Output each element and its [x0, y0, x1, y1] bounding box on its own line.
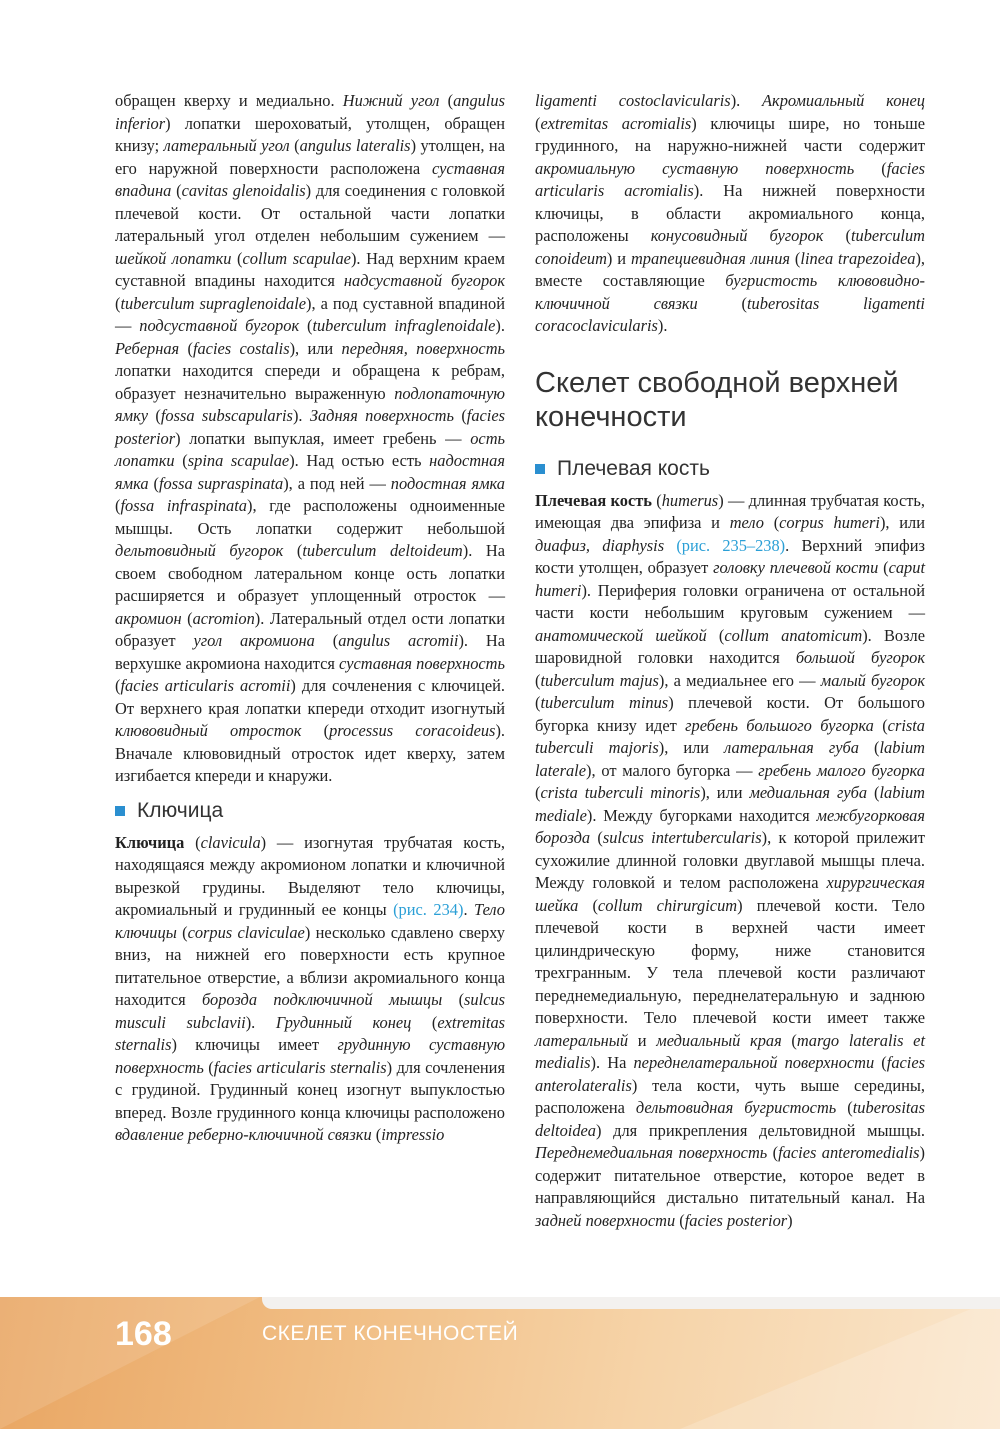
text-run: ).: [657, 316, 668, 335]
term-italic: вдавление реберно-ключичной связки: [115, 1125, 372, 1144]
term-italic: spina scapulae: [187, 451, 290, 470]
term-italic: facies posterior: [684, 1210, 788, 1230]
bullet-square-icon: [115, 806, 125, 816]
text-run: (: [854, 158, 887, 178]
text-run: ). Возле шаровидной головки находится: [535, 625, 926, 667]
term-italic: акромиальную суставную поверхность: [535, 158, 855, 178]
text-run: (: [371, 1125, 382, 1144]
term-italic: tuberculum minus: [540, 693, 669, 712]
text-run: ). Между бугорками находится: [586, 805, 817, 825]
term-italic: Нижний угол: [342, 91, 440, 110]
text-run: (: [289, 136, 300, 155]
text-run: (: [115, 293, 121, 313]
term-italic: corpus claviculae: [187, 922, 305, 942]
text-run: (: [874, 1053, 887, 1072]
text-run: (: [453, 406, 467, 425]
text-run: (: [148, 406, 161, 425]
text-run: (: [873, 715, 888, 735]
term-italic: collum anatomicum: [724, 625, 863, 645]
term-italic: гребень малого бугорка: [758, 760, 925, 780]
term-italic: tuberculum infraglenoidale: [312, 316, 496, 335]
term-italic: медиальная губа: [749, 783, 868, 802]
term-italic: facies articularis sternalis: [213, 1057, 387, 1077]
text-run: и: [628, 1030, 657, 1050]
text-run: (: [706, 625, 725, 645]
text-run: ), а медиальнее его —: [658, 670, 821, 690]
term-italic: collum scapulae: [242, 248, 351, 268]
term-italic: tuberculum majus: [540, 670, 659, 690]
term-italic: латеральная губа: [724, 738, 859, 757]
scapula-paragraph: [115, 90, 505, 788]
text-run: ). Над верхним краем суставной впадины находится: [115, 248, 505, 290]
term-italic: Грудинный конец: [275, 1012, 412, 1032]
term-italic: angulus lateralis: [299, 136, 411, 155]
footer-decoration: [680, 1297, 1000, 1429]
term-italic: подостная ямка: [390, 473, 505, 493]
text-run: (: [535, 693, 541, 712]
term-italic: дельтовидная бугристость: [635, 1098, 837, 1117]
term-italic: angulus acromii: [338, 631, 459, 650]
text-run: (: [535, 783, 541, 802]
text-run: (: [411, 1012, 438, 1032]
term-bold: Ключица: [115, 832, 185, 852]
bullet-square-icon: [535, 464, 545, 474]
text-run: ).: [245, 1012, 276, 1032]
text-run: ) несколько сдавлено сверху вниз, на нижней его поверхности есть крупное питательное отверстие, а вблизи акромиального конца находится: [115, 922, 505, 1009]
text-run: ). На нижней поверхности ключицы, в области акромиального конца, расположены: [535, 181, 925, 245]
text-run: (: [763, 513, 780, 532]
text-run: . Верхний эпифиз кости утолщен, образует: [535, 535, 925, 577]
term-italic: Акромиальный конец: [762, 91, 925, 110]
term-italic: переднелатеральной поверхности: [633, 1053, 875, 1072]
text-run: ) лопатки выпуклая, имеет гребень —: [175, 428, 471, 448]
text-run: (: [176, 922, 188, 942]
text-run: (: [181, 608, 193, 628]
text-run: (: [697, 293, 747, 313]
text-run: ). Периферия головки ограничена от остальной части кости небольшим круговым сужением —: [535, 580, 925, 622]
text-run: ) содержит питательное отверстие, которое ведет в направляющийся дистально питательный канал. На: [535, 1143, 925, 1207]
text-run: ) и: [606, 248, 631, 268]
running-title: СКЕЛЕТ КОНЕЧНОСТЕЙ: [262, 1322, 519, 1345]
humerus-subheading: [535, 456, 925, 482]
term-italic: facies articularis acromialis: [535, 158, 925, 200]
term-italic: угол акромиона: [193, 631, 315, 650]
text-run: (: [171, 181, 182, 200]
term-italic: facies articularis acromii: [120, 676, 291, 695]
figure-reference: (рис. 234): [393, 900, 464, 919]
term-italic: facies anteromedialis: [778, 1143, 920, 1162]
term-italic: борозда подключичной мышцы: [201, 990, 443, 1009]
term-italic: extremitas sternalis: [115, 1012, 506, 1054]
text-run: (: [535, 113, 541, 133]
text-run: (: [535, 670, 541, 690]
text-run: [664, 536, 676, 555]
text-run: ) ключицы имеет: [171, 1035, 338, 1054]
term-italic: надостная ямка: [115, 451, 505, 493]
text-run: (: [283, 541, 303, 560]
clavicle-paragraph: [115, 832, 505, 1147]
text-run: ) — изогнутая трубчатая кость, находящаяся между акромионом лопатки и ключичной вырезкой грудины. Выделяют тело ключицы, акромиальный и грудинный ее концы: [115, 832, 505, 919]
text-run: (: [115, 676, 121, 695]
text-run: (: [442, 990, 465, 1009]
term-italic: медиальный края: [656, 1030, 782, 1050]
term-italic: sulcus musculi subclavii: [115, 990, 506, 1032]
text-run: ), или: [879, 513, 925, 532]
text-run: (: [651, 490, 662, 510]
term-italic: межбугорковая борозда: [535, 805, 925, 847]
text-run: ). Латеральный отдел ости лопатки образует: [115, 608, 505, 650]
term-italic: fossa supraspinata: [158, 473, 284, 493]
term-italic: Тело ключицы: [115, 900, 505, 942]
footer-strip: [262, 1297, 1000, 1309]
term-italic: конусовидный бугорок: [650, 226, 824, 245]
text-run: ) для сочленения с грудиной. Грудинный конец изогнут выпуклостью вперед. Возле грудинного конца ключицы расположено: [115, 1057, 505, 1122]
text-run: (: [203, 1057, 214, 1077]
term-italic: corpus humeri: [779, 513, 880, 532]
term-italic: надсуставной бугорок: [343, 271, 505, 290]
text-run: (: [590, 828, 603, 847]
term-italic: tuberositas ligamenti coracoclavicularis: [535, 293, 925, 335]
text-run: лопатки находится спереди и обращена к ребрам, образует незначительно выраженную: [115, 361, 505, 403]
clavicle-subheading: [115, 798, 505, 824]
term-italic: crista tuberculi minoris: [540, 783, 701, 802]
term-italic: головку плечевой кости: [713, 558, 879, 577]
term-italic: клювовидный отросток: [115, 721, 302, 740]
term-italic: малый бугорок: [820, 670, 926, 690]
humerus-subheading-text: Плечевая кость: [557, 456, 710, 480]
text-run: ) тела кости, чуть выше середины, расположена: [535, 1075, 925, 1117]
text-run: ) утолщен, на его наружной поверхности расположена: [115, 136, 505, 178]
text-run: (: [878, 558, 889, 577]
term-italic: ligamenti costoclavicularis: [535, 91, 731, 110]
text-run: ), или: [289, 338, 342, 358]
term-italic: processus coracoideus: [329, 721, 496, 740]
term-italic: суставная впадина: [115, 158, 505, 200]
term-italic: extremitas acromialis: [540, 113, 692, 133]
term-italic: латеральный: [535, 1030, 629, 1050]
term-italic: impressio: [381, 1125, 445, 1144]
term-italic: facies costalis: [192, 338, 290, 358]
right-column: [535, 90, 925, 1232]
term-italic: латеральный угол: [163, 136, 290, 155]
term-italic: fossa infraspinata: [120, 496, 247, 515]
term-italic: анатомической шейкой: [535, 625, 707, 645]
text-run: ) плечевой кости. От большого бугорка книзу идет: [535, 693, 925, 735]
text-run: обращен кверху и медиально.: [115, 91, 343, 110]
text-run: ) — длинная трубчатая кость, имеющая два эпифиза и: [535, 490, 925, 532]
term-italic: tuberculum supraglenoidale: [120, 293, 307, 313]
humerus-paragraph: [535, 490, 925, 1233]
text-run: (: [790, 248, 801, 268]
text-run: ). На: [590, 1053, 634, 1072]
text-run: ), или: [700, 783, 750, 802]
clavicle-continued-paragraph: [535, 90, 925, 338]
term-italic: collum chirurgicum: [597, 895, 738, 915]
term-bold: Плечевая кость: [535, 490, 652, 510]
text-run: (: [858, 738, 880, 757]
text-run: ), от малого бугорка —: [585, 760, 759, 780]
term-italic: ость лопатки: [115, 428, 505, 470]
term-italic: грудинную суставную поверхность: [115, 1035, 506, 1077]
text-run: (: [148, 473, 159, 493]
term-italic: clavicula: [200, 832, 261, 852]
term-italic: tuberculum deltoideum: [302, 541, 463, 560]
term-italic: facies posterior: [115, 406, 506, 448]
text-run: (: [174, 451, 188, 470]
term-italic: гребень большого бугорка: [685, 715, 874, 735]
term-italic: диафиз, diaphysis: [535, 535, 665, 555]
text-run: ) ключицы шире, но тоньше грудинного, на наружно-нижней части содержит: [535, 113, 926, 155]
text-run: ) для соединения с головкой плечевой кости. От остальной части лопатки латеральный угол отделен небольшим сужением —: [115, 181, 506, 245]
term-italic: подлопаточную ямку: [115, 383, 505, 425]
term-italic: Реберная: [115, 338, 180, 358]
term-italic: акромион: [115, 608, 182, 628]
text-run: ). Вначале клювовидный отросток идет кверху, затем изгибается кпереди и кнаружи.: [115, 721, 505, 785]
text-run: (: [767, 1143, 779, 1162]
term-italic: дельтовидный бугорок: [115, 541, 284, 560]
text-run: (: [578, 895, 598, 915]
term-italic: sulcus intertubercularis: [602, 828, 762, 847]
term-italic: задней поверхности: [535, 1210, 676, 1230]
text-run: (: [184, 832, 201, 852]
text-run: ), а под ней —: [283, 473, 391, 493]
text-run: (: [823, 226, 851, 245]
text-run: (: [781, 1030, 797, 1050]
text-run: (: [836, 1098, 853, 1117]
text-run: ): [787, 1210, 793, 1230]
term-italic: Переднемедиальная поверхность: [535, 1143, 768, 1162]
section-title: Скелет свободной верхней конечности: [535, 366, 899, 433]
term-italic: crista tuberculi majoris: [535, 715, 926, 757]
term-italic: тело: [729, 513, 764, 532]
term-italic: передняя, поверхность: [341, 338, 505, 358]
term-italic: Задняя поверхность: [309, 406, 454, 425]
text-run: (: [231, 248, 243, 268]
text-run: ) для сочленения с ключицей. От верхнего края лопатки кпереди отходит изогнутый: [115, 676, 505, 718]
text-run: (: [179, 338, 193, 358]
text-run: ). На верхушке акромиона находится: [115, 631, 506, 673]
term-italic: cavitas glenoidalis: [181, 181, 306, 200]
term-italic: суставная поверхность: [339, 653, 505, 673]
text-run: ), где расположены одноименные мышцы. Ость лопатки содержит небольшой: [115, 496, 505, 538]
term-italic: fossa subscapularis: [160, 406, 293, 425]
clavicle-subheading-text: Ключица: [137, 798, 224, 822]
text-run: ).: [292, 406, 310, 425]
term-italic: бугристость клювовидно-ключичной связки: [535, 271, 925, 313]
page-footer: [0, 1297, 1000, 1429]
term-italic: трапециевидная линия: [630, 248, 791, 268]
text-run: (: [867, 783, 880, 802]
text-run: ).: [495, 316, 505, 335]
text-run: ).: [730, 91, 763, 110]
term-italic: tuberositas deltoidea: [535, 1098, 925, 1140]
text-run: ), к которой прилежит сухожилие длинной головки двуглавой мышцы плеча. Между головкой и телом расположена: [535, 828, 925, 892]
text-run: ) плечевой кости. Тело плечевой кости в верхней части имеет цилиндрическую форму, ниже становится трехгранным. У тела плечевой кости различают переднемедиальную, переднелатеральную и заднюю поверхности. Тело плечевой кости имеет также: [535, 895, 925, 1027]
text-run: ), а под суставной впадиной —: [115, 293, 505, 335]
text-run: (: [301, 721, 330, 740]
term-italic: caput humeri: [535, 558, 925, 600]
term-italic: linea trapezoidea: [800, 248, 916, 268]
text-run: ), или: [658, 738, 725, 757]
term-italic: подсуставной бугорок: [139, 316, 300, 335]
term-italic: tuberculum conoideum: [535, 226, 925, 268]
left-column: [115, 90, 505, 1147]
page-number: 168: [115, 1315, 172, 1353]
text-run: ), вместе составляющие: [535, 248, 926, 290]
term-italic: facies anterolateralis: [535, 1053, 925, 1095]
text-run: (: [115, 496, 121, 515]
term-italic: acromion: [192, 608, 255, 628]
term-italic: шейкой лопатки: [115, 248, 232, 268]
text-run: ). Над остью есть: [289, 451, 430, 470]
term-italic: margo lateralis et medialis: [535, 1030, 925, 1072]
text-run: ) лопатки шероховатый, утолщен, обращен книзу;: [115, 113, 505, 155]
term-italic: labium mediale: [535, 783, 925, 825]
term-italic: humerus: [661, 490, 719, 510]
text-run: .: [463, 900, 475, 919]
text-run: (: [314, 631, 339, 650]
text-run: (: [299, 316, 313, 335]
term-italic: большой бугорок: [795, 648, 925, 667]
term-italic: хирургическая шейка: [535, 873, 925, 915]
text-run: ) для прикрепления дельтовидной мышцы.: [596, 1120, 925, 1140]
term-italic: labium laterale: [535, 738, 925, 780]
text-run: (: [675, 1210, 685, 1230]
text-run: ). На своем свободном латеральном конце ость лопатки расширяется и образует уплощенный отросток —: [115, 541, 506, 605]
term-italic: angulus inferior: [115, 91, 505, 133]
figure-reference: (рис. 235–238): [676, 535, 786, 555]
text-run: (: [439, 91, 454, 110]
